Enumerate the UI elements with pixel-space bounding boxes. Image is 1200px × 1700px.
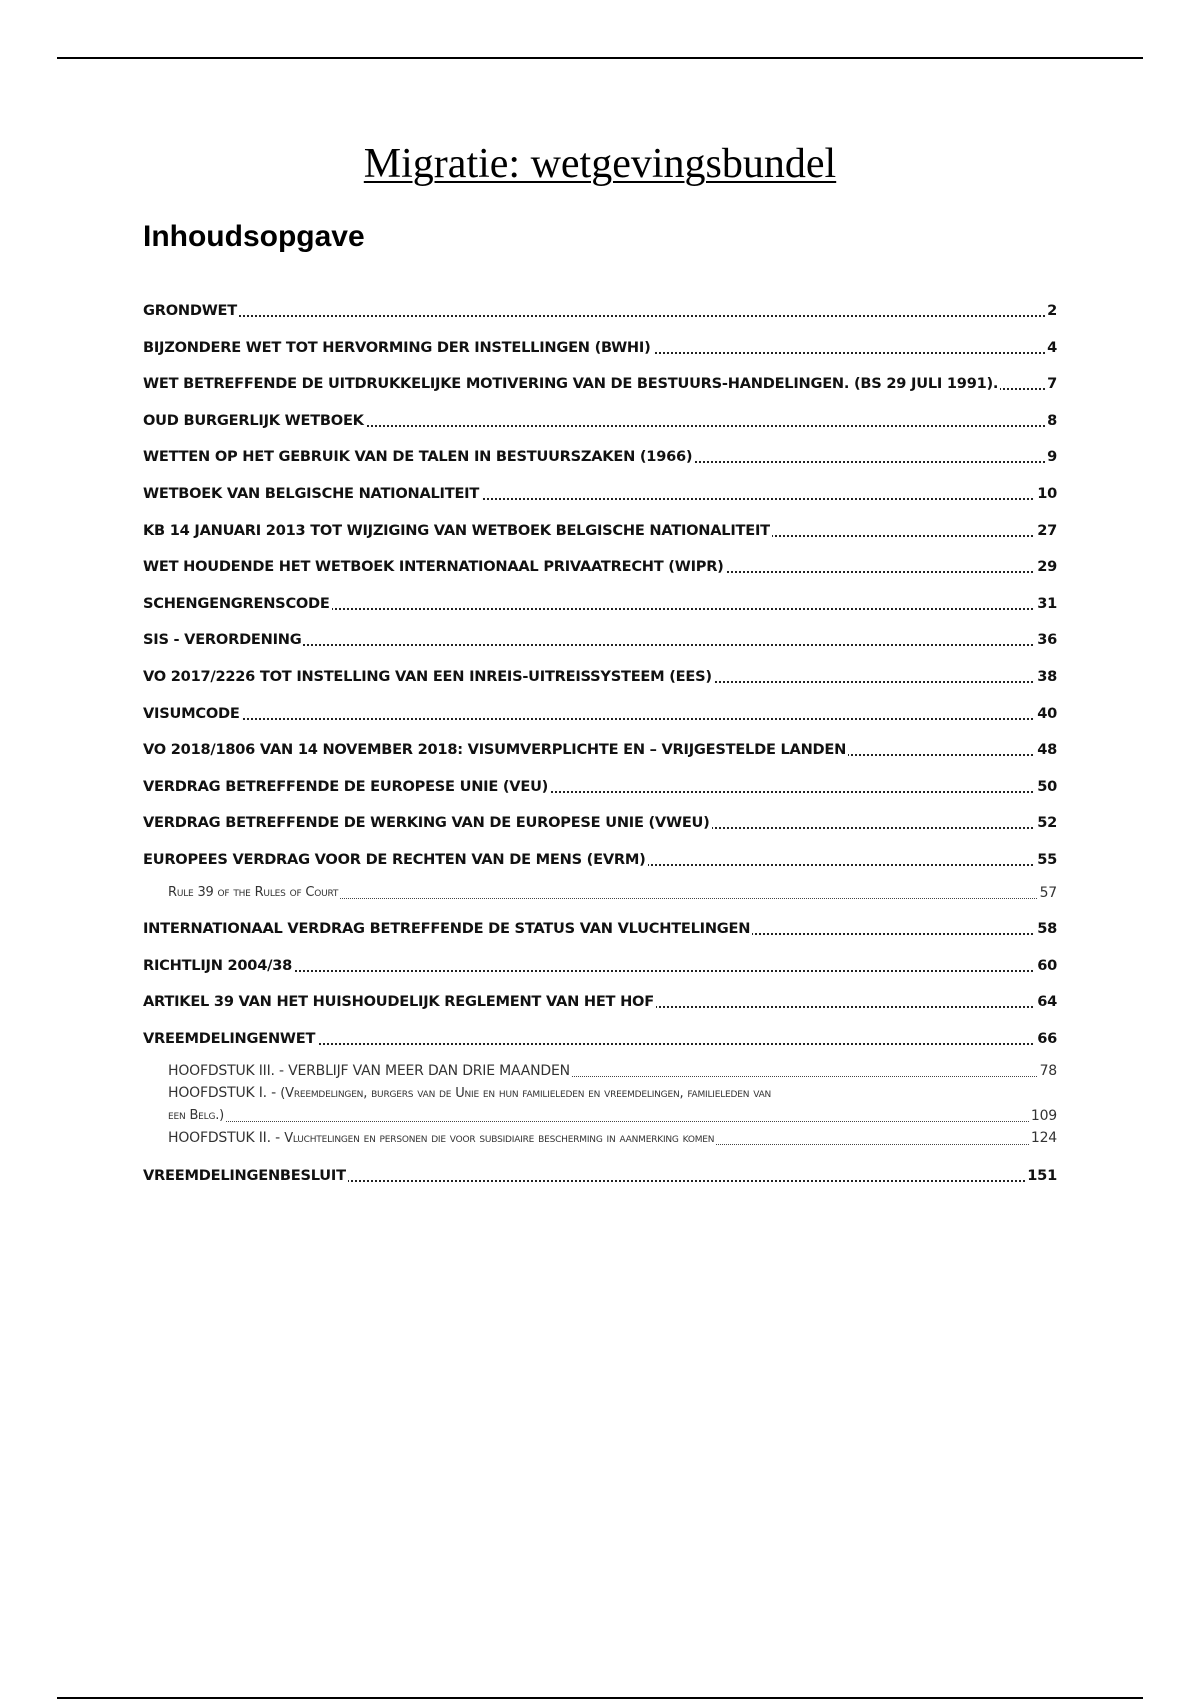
toc-page-number: 64	[1035, 991, 1057, 1013]
toc-page-number: 109	[1029, 1105, 1057, 1127]
toc-entry-label: WETBOEK VAN BELGISCHE NATIONALITEIT	[143, 483, 481, 505]
toc-entry-label: VERDRAG BETREFFENDE DE EUROPESE UNIE (VEU)	[143, 776, 550, 798]
toc-entry-label: RICHTLIJN 2004/38	[143, 955, 294, 977]
footer-rule	[57, 1697, 1143, 1699]
toc-page-number: 10	[1035, 483, 1057, 505]
toc-entry[interactable]	[143, 520, 1057, 542]
toc-sub-prefix: HOOFDSTUK II. -	[168, 1130, 285, 1147]
toc-page-number: 58	[1035, 918, 1057, 940]
toc-page-number: 7	[1045, 373, 1057, 395]
toc-entry-label: OUD BURGERLIJK WETBOEK	[143, 410, 366, 432]
document-title: Migratie: wetgevingsbundel	[363, 141, 837, 187]
toc-entry[interactable]	[143, 666, 1057, 688]
toc-entry-label: GRONDWET	[143, 300, 239, 322]
toc-sub-label-line2: een Belg.)	[168, 1105, 226, 1127]
toc-sub-label: VERBLIJF VAN MEER DAN DRIE MAANDEN	[288, 1063, 570, 1080]
toc-page-number: 31	[1035, 593, 1057, 615]
toc-entry-label: WET HOUDENDE HET WETBOEK INTERNATIONAAL PRIVAATRECHT (WIPR)	[143, 556, 726, 578]
toc-page-number: 124	[1029, 1127, 1057, 1149]
toc-sub-entry-hoofdstuk-3[interactable]	[168, 1060, 1057, 1082]
toc-page-number: 60	[1035, 955, 1057, 977]
toc-entry[interactable]	[143, 703, 1057, 725]
toc-entry-label: ARTIKEL 39 VAN HET HUISHOUDELIJK REGLEMENT VAN HET HOF	[143, 991, 656, 1013]
toc-sub-prefix: HOOFDSTUK III. -	[168, 1063, 289, 1080]
toc-page-number: 2	[1045, 300, 1057, 322]
toc-sub-group-vreemdelingenwet	[143, 1060, 1057, 1150]
toc-page-number: 52	[1035, 812, 1057, 834]
toc-entry-label: SCHENGENGRENSCODE	[143, 593, 332, 615]
header-rule	[57, 57, 1143, 59]
toc-entry-label: BIJZONDERE WET TOT HERVORMING DER INSTELLINGEN (BWHI)	[143, 337, 653, 359]
toc-page-number: 55	[1035, 849, 1057, 871]
toc-entry[interactable]	[143, 593, 1057, 615]
toc-entry-label: SIS - VERORDENING	[143, 629, 303, 651]
toc-page-number: 78	[1038, 1060, 1057, 1082]
toc-page-number: 9	[1045, 446, 1057, 468]
toc-entry[interactable]	[143, 1028, 1057, 1050]
toc-entry[interactable]	[143, 739, 1057, 761]
toc-page-number: 50	[1035, 776, 1057, 798]
toc-page-number: 8	[1045, 410, 1057, 432]
toc-page-number: 57	[1038, 882, 1057, 904]
toc-entry-label: VREEMDELINGENWET	[143, 1028, 317, 1050]
toc-entry-label: VISUMCODE	[143, 703, 242, 725]
toc-entry-label: KB 14 JANUARI 2013 TOT WIJZIGING VAN WETBOEK BELGISCHE NATIONALITEIT	[143, 520, 772, 542]
toc-page-number: 38	[1035, 666, 1057, 688]
toc-page-number: 48	[1035, 739, 1057, 761]
toc-entry-label: VO 2018/1806 VAN 14 NOVEMBER 2018: VISUMVERPLICHTE EN – VRIJGESTELDE LANDEN	[143, 739, 848, 761]
toc-sub-label-line1: (Vreemdelingen, burgers van de Unie en hun familieleden en vreemdelingen, familieleden van	[280, 1086, 772, 1102]
toc-entry-vreemdelingenbesluit[interactable]	[143, 1165, 1057, 1187]
toc-entry-label: VREEMDELINGENBESLUIT	[143, 1165, 348, 1187]
toc-sub-label: Vluchtelingen en personen die voor subsidiaire bescherming in aanmerking komen	[284, 1131, 715, 1147]
toc-entry-label: VERDRAG BETREFFENDE DE WERKING VAN DE EUROPESE UNIE (VWEU)	[143, 812, 712, 834]
toc-sub-entry-rule39[interactable]	[168, 882, 1057, 904]
toc-entry[interactable]	[143, 300, 1057, 322]
toc-heading: Inhoudsopgave	[143, 220, 365, 253]
toc-entry-label: WET BETREFFENDE DE UITDRUKKELIJKE MOTIVERING VAN DE BESTUURS-HANDELINGEN. (BS 29 JULI 1991).	[143, 373, 1000, 395]
toc-entry[interactable]	[143, 918, 1057, 940]
toc-sub-prefix: HOOFDSTUK I. -	[168, 1085, 281, 1102]
toc-page-number: 29	[1035, 556, 1057, 578]
toc-entry[interactable]	[143, 629, 1057, 651]
table-of-contents	[143, 300, 1057, 1202]
toc-page-number: 27	[1035, 520, 1057, 542]
toc-sub-entry-hoofdstuk-2[interactable]	[168, 1127, 1057, 1150]
toc-entry[interactable]	[143, 446, 1057, 468]
toc-entry[interactable]	[143, 849, 1057, 871]
toc-sub-label: Rule 39 of the Rules of Court	[168, 882, 340, 904]
toc-page-number: 40	[1035, 703, 1057, 725]
toc-entry[interactable]	[143, 483, 1057, 505]
toc-page-number: 4	[1045, 337, 1057, 359]
toc-entry-label: EUROPEES VERDRAG VOOR DE RECHTEN VAN DE MENS (EVRM)	[143, 849, 648, 871]
toc-entry[interactable]	[143, 373, 1057, 395]
toc-entry[interactable]	[143, 991, 1057, 1013]
toc-page-number: 151	[1025, 1165, 1057, 1187]
toc-entry[interactable]	[143, 776, 1057, 798]
toc-entry[interactable]	[143, 556, 1057, 578]
toc-entry-label: VO 2017/2226 TOT INSTELLING VAN EEN INREIS-UITREISSYSTEEM (EES)	[143, 666, 714, 688]
toc-entry-label: WETTEN OP HET GEBRUIK VAN DE TALEN IN BESTUURSZAKEN (1966)	[143, 446, 694, 468]
toc-entry[interactable]	[143, 955, 1057, 977]
toc-entry-label: INTERNATIONAAL VERDRAG BETREFFENDE DE STATUS VAN VLUCHTELINGEN	[143, 918, 752, 940]
toc-entry[interactable]	[143, 410, 1057, 432]
toc-entry[interactable]	[143, 812, 1057, 834]
toc-page-number: 36	[1035, 629, 1057, 651]
toc-sub-entry-hoofdstuk-1[interactable]	[168, 1082, 1057, 1127]
toc-entry[interactable]	[143, 337, 1057, 359]
toc-page-number: 66	[1035, 1028, 1057, 1050]
